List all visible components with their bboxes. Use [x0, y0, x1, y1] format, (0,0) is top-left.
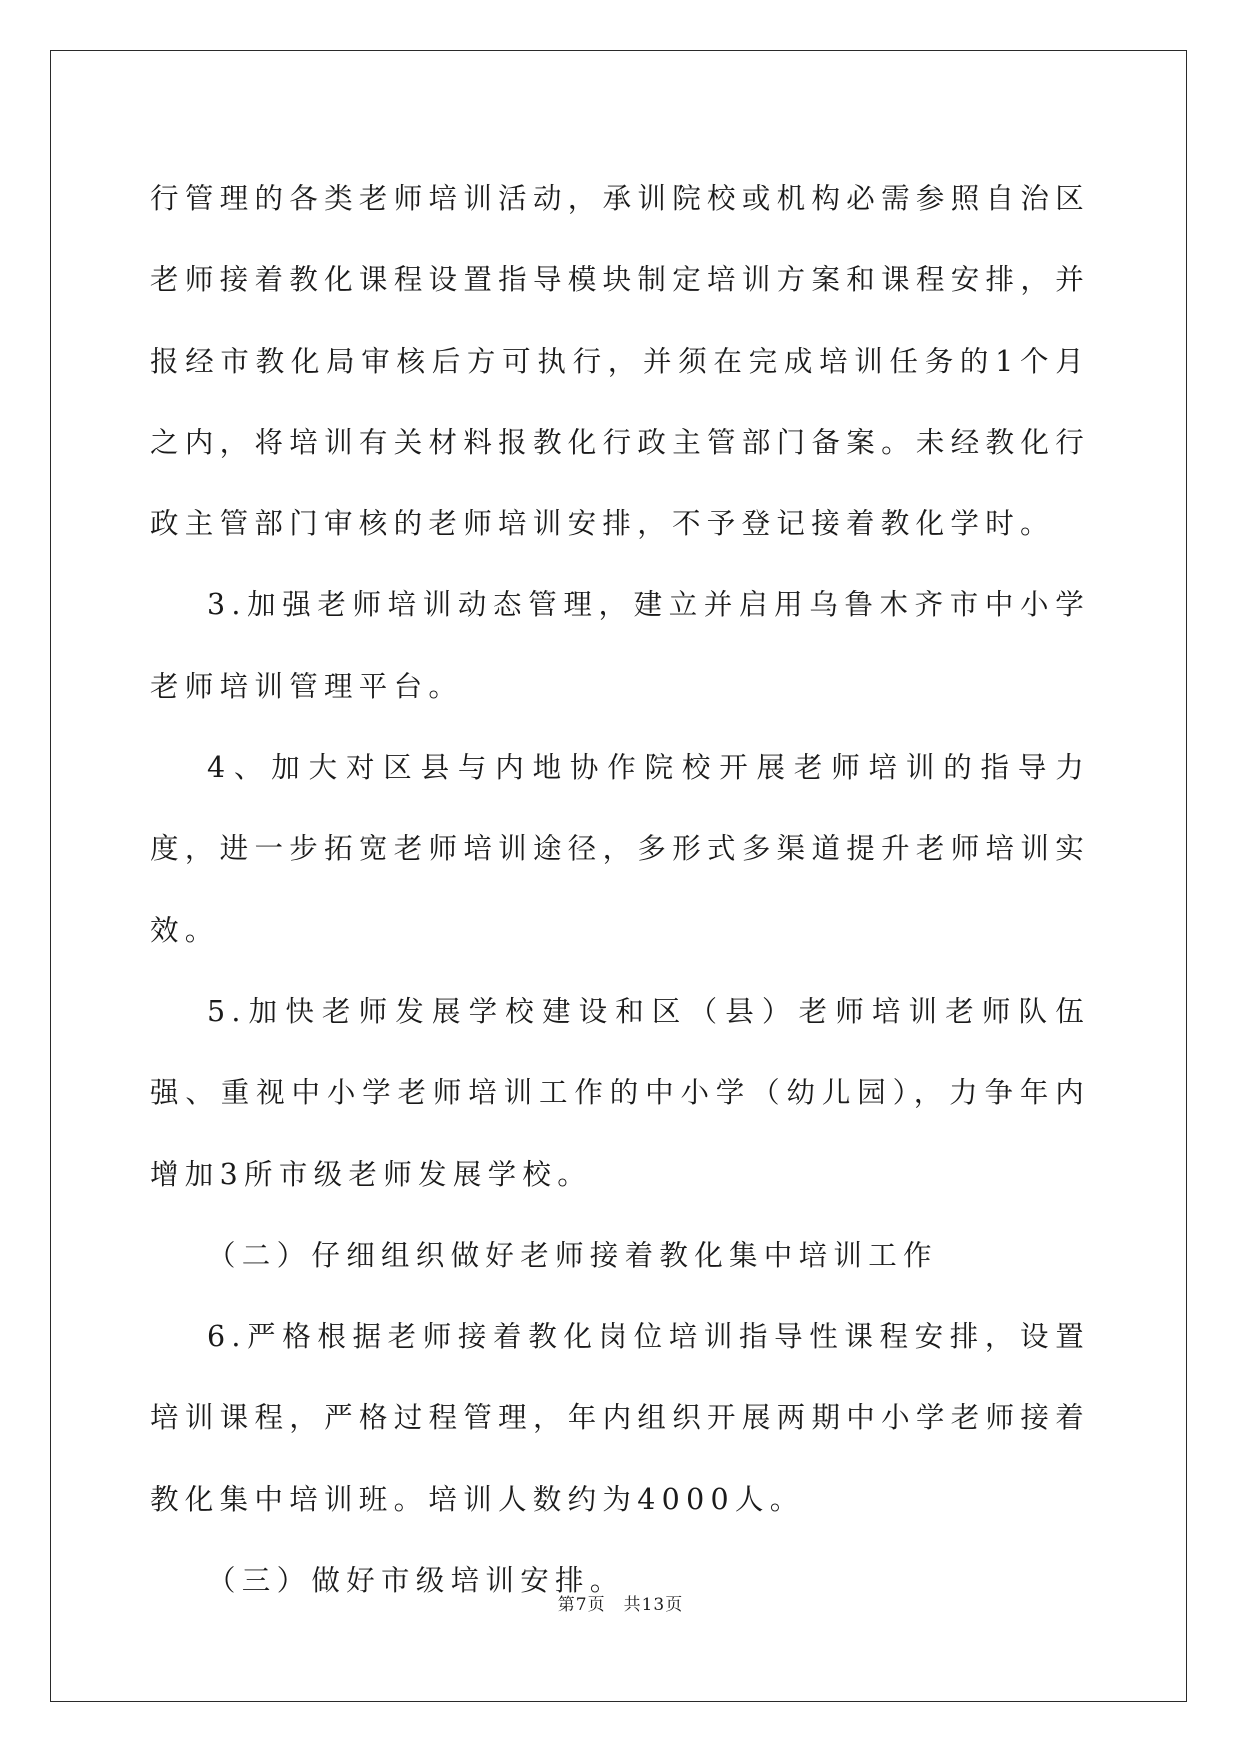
paragraph-item-5: 5.加快老师发展学校建设和区（县）老师培训老师队伍强、重视中小学老师培训工作的中小学（幼儿园），力争年内增加3所市级老师发展学校。 [150, 994, 1090, 1191]
page-total: 共13页 [623, 1595, 684, 1615]
section-heading-2: （二）仔细组织做好老师接着教化集中培训工作 [207, 1238, 938, 1272]
paragraph-item-4: 4、加大对区县与内地协作院校开展老师培训的指导力度，进一步拓宽老师培训途径，多形式多渠道提升老师培训实效。 [150, 751, 1090, 947]
paragraph-item-6: 6.严格根据老师接着教化岗位培训指导性课程安排，设置培训课程，严格过程管理，年内组织开展两期中小学老师接着教化集中培训班。培训人数约为4000人。 [150, 1320, 1090, 1516]
document-body [150, 158, 1090, 1621]
page-number: 第7页 [557, 1595, 606, 1615]
page-footer [0, 1593, 1241, 1617]
section-heading-3: （三）做好市级培训安排。 [207, 1564, 625, 1598]
paragraph-continued: 行管理的各类老师培训活动，承训院校或机构必需参照自治区老师接着教化课程设置指导模块制定培训方案和课程安排，并报经市教化局审核后方可执行，并须在完成培训任务的1个月之内，将培训有关材料报教化行政主管部门备案。未经教化行政主管部门审核的老师培训安排，不予登记接着教化学时。 [150, 182, 1090, 541]
paragraph-item-3: 3.加强老师培训动态管理，建立并启用乌鲁木齐市中小学老师培训管理平台。 [150, 588, 1090, 703]
